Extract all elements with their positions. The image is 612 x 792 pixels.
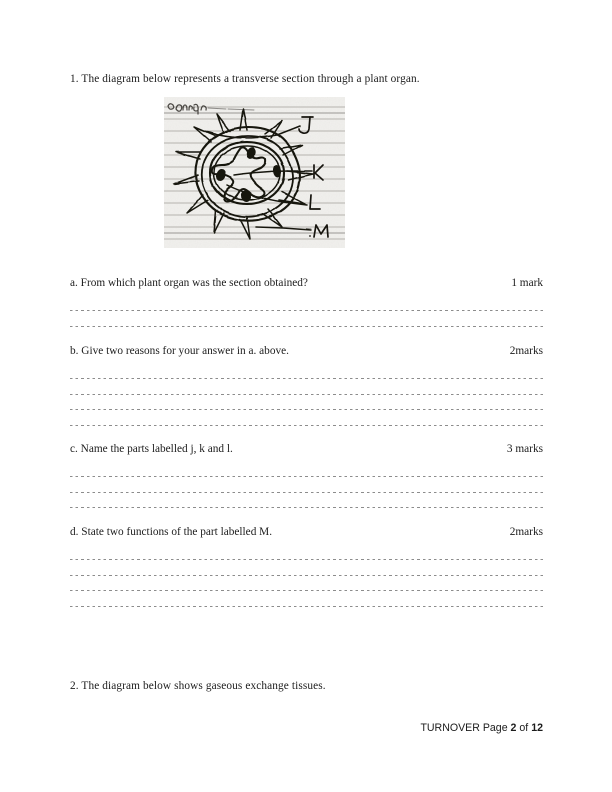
question-2-stem: 2. The diagram below shows gaseous exchange tissues. xyxy=(70,680,326,692)
question-1b-text: b. Give two reasons for your answer in a. above. xyxy=(70,345,289,357)
answer-line[interactable] xyxy=(70,481,543,497)
answer-line[interactable] xyxy=(70,299,543,315)
question-1b-marks: 2marks xyxy=(509,345,543,357)
question-1a-text: a. From which plant organ was the section obtained? xyxy=(70,277,308,289)
answer-line[interactable] xyxy=(70,465,543,481)
answer-line[interactable] xyxy=(70,383,543,399)
answer-line[interactable] xyxy=(70,414,543,430)
question-1b-answer-area[interactable] xyxy=(70,367,543,429)
of-word: of xyxy=(519,722,529,734)
current-page-number: 2 xyxy=(510,722,517,734)
question-1-stem-row xyxy=(70,72,543,87)
question-1a-answer-area[interactable] xyxy=(70,299,543,330)
answer-lines-a xyxy=(70,299,543,330)
answer-line[interactable] xyxy=(70,367,543,383)
question-1b xyxy=(70,344,543,359)
figure-drawing xyxy=(164,97,345,248)
answer-lines-b xyxy=(70,367,543,429)
question-1d-marks: 2marks xyxy=(509,526,543,538)
answer-lines-c xyxy=(70,465,543,512)
question-1c-text: c. Name the parts labelled j, k and l. xyxy=(70,443,233,455)
answer-line[interactable] xyxy=(70,548,543,564)
page-footer xyxy=(420,722,543,734)
question-1a-marks: 1 mark xyxy=(511,277,543,289)
question-1d-answer-area[interactable] xyxy=(70,548,543,610)
question-1d xyxy=(70,525,543,540)
page-word: Page xyxy=(482,722,508,734)
answer-line[interactable] xyxy=(70,315,543,331)
question-1c-row xyxy=(70,442,543,457)
question-1b-row xyxy=(70,344,543,359)
question-1c-marks: 3 marks xyxy=(506,443,543,455)
answer-line[interactable] xyxy=(70,579,543,595)
turnover-label: TURNOVER xyxy=(420,722,480,734)
question-1d-text: d. State two functions of the part labelled M. xyxy=(70,526,273,538)
question-1a xyxy=(70,276,543,291)
question-1c-answer-area[interactable] xyxy=(70,465,543,512)
answer-lines-d xyxy=(70,548,543,610)
answer-line[interactable] xyxy=(70,398,543,414)
question-1a-row xyxy=(70,276,543,291)
question-1d-row xyxy=(70,525,543,540)
question-1c xyxy=(70,442,543,457)
total-page-number: 12 xyxy=(531,722,543,734)
answer-line[interactable] xyxy=(70,595,543,611)
question-2-stem-row xyxy=(70,679,543,694)
root-cross-section-figure xyxy=(164,97,345,248)
answer-line[interactable] xyxy=(70,496,543,512)
question-1-stem: 1. The diagram below represents a transverse section through a plant organ. xyxy=(70,73,420,85)
answer-line[interactable] xyxy=(70,564,543,580)
